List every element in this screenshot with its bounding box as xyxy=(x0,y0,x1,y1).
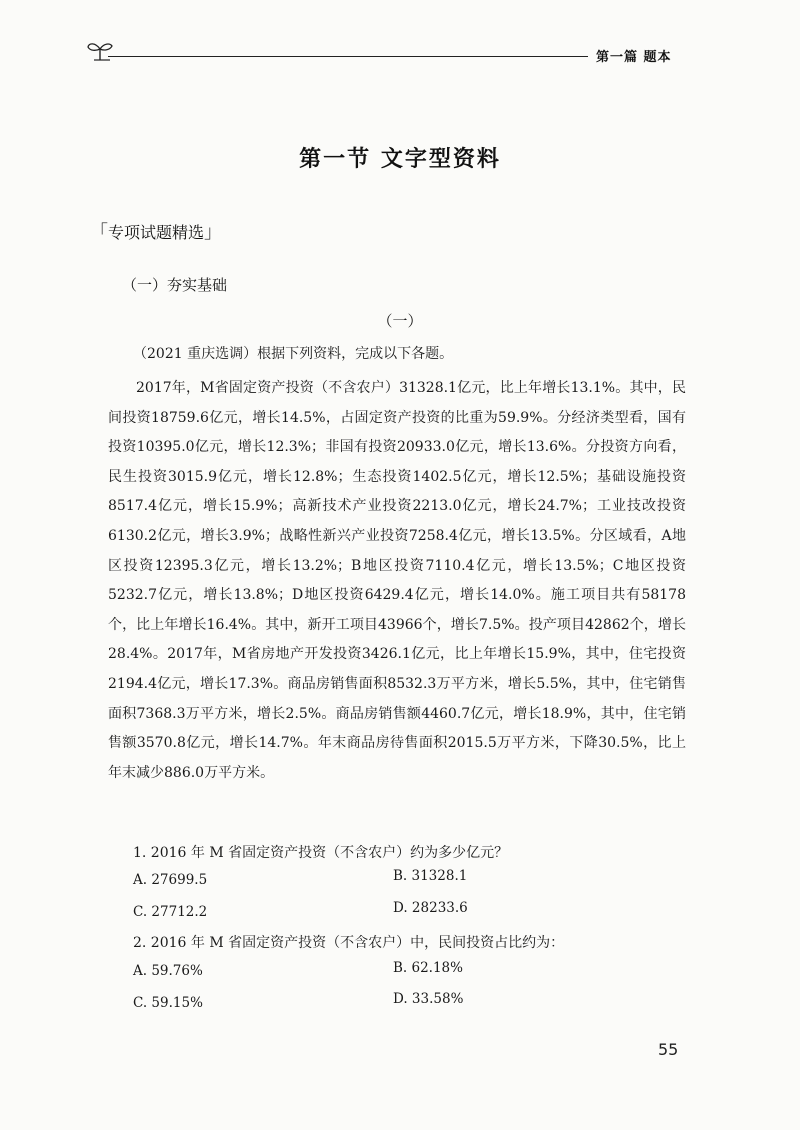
page-number: 55 xyxy=(658,1040,679,1059)
banner-bracket-close: 」 xyxy=(204,222,223,243)
subsection-title: （一）夯实基础 xyxy=(122,276,228,294)
banner-bracket-open: 「 xyxy=(90,222,108,243)
sprout-icon xyxy=(86,38,114,62)
question-1-option-d[interactable]: D. 28233.6 xyxy=(393,900,468,916)
section-title: 第一节 文字型资料 xyxy=(299,147,501,172)
passage-intro: （2021 重庆选调）根据下列资料，完成以下各题。 xyxy=(133,346,454,362)
question-2-stem: 2. 2016 年 M 省固定资产投资（不含农户）中，民间投资占比约为： xyxy=(133,935,565,951)
question-2-option-a[interactable]: A. 59.76% xyxy=(133,963,203,979)
question-2-option-c[interactable]: C. 59.15% xyxy=(133,995,203,1011)
question-1-option-b[interactable]: B. 31328.1 xyxy=(393,868,468,884)
question-2-option-b[interactable]: B. 62.18% xyxy=(393,960,463,976)
passage-number: （一） xyxy=(377,312,423,330)
question-1-option-a[interactable]: A. 27699.5 xyxy=(133,872,208,888)
question-2-option-d[interactable]: D. 33.58% xyxy=(393,991,464,1007)
running-head: 第一篇 题本 xyxy=(596,50,672,65)
banner-label: 专项试题精选 xyxy=(108,223,205,242)
header-rule xyxy=(108,56,588,57)
special-topic-banner xyxy=(90,218,222,244)
question-1-option-c[interactable]: C. 27712.2 xyxy=(133,904,208,920)
question-1-stem: 1. 2016 年 M 省固定资产投资（不含农户）约为多少亿元？ xyxy=(133,845,509,861)
passage-body: 2017年，M省固定资产投资（不含农户）31328.1亿元，比上年增长13.1%。其中，民间投资18759.6亿元，增长14.5%，占固定资产投资的比重为59.9%。分经济类型看，国有投资10395.0亿元，增长12.3%；非国有投资20933.0亿元，增长13.6%。分投资方向看，民生投资3015.9亿元，增长12.8%；生态投资1402.5亿元，增长12.5%；基础设施投资8517.4亿元，增长15.9%；高新技术产业投资2213.0亿元，增长24.7%；工业技改投资6130.2亿元，增长3.9%；战略性新兴产业投资7258.4亿元，增长13.5%。分区域看，A地区投资12395.3亿元，增长13.2%；B地区投资7110.4亿元，增长13.5%；C地区投资5232.7亿元，增长13.8%；D地区投资6429.4亿元，增长14.0%。施工项目共有58178个，比上年增长16.4%。其中，新开工项目43966个，增长7.5%。投产项目42862个，增长28.4%。2017年，M省房地产开发投资3426.1亿元，比上年增长15.9%，其中，住宅投资2194.4亿元，增长17.3%。商品房销售面积8532.3万平方米，增长5.5%，其中，住宅销售面积7368.3万平方米，增长2.5%。商品房销售额4460.7亿元，增长18.9%，其中，住宅销售额3570.8亿元，增长14.7%。年末商品房待售面积2015.5万平方米，下降30.5%，比上年末减少886.0万平方米。 xyxy=(108,380,686,781)
